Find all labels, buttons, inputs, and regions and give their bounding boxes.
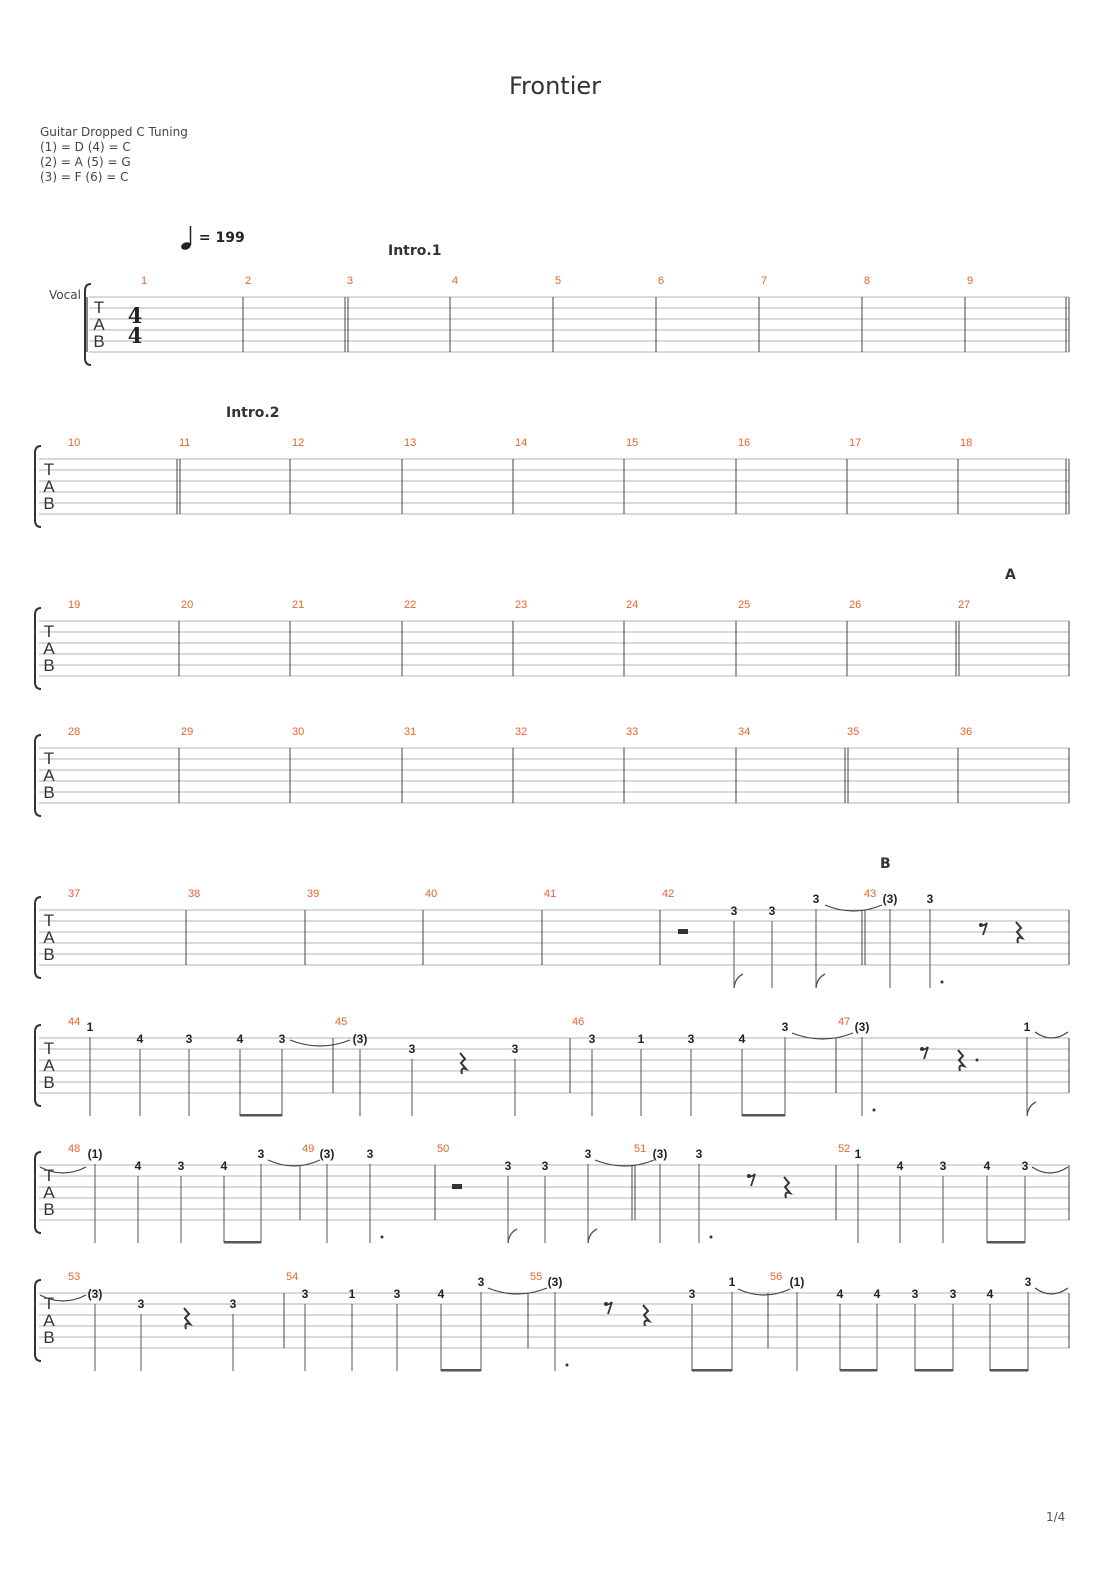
tab-letter-a: A <box>43 1183 55 1202</box>
dot <box>381 1236 384 1239</box>
measure-number: 30 <box>292 726 305 738</box>
measure-number: 12 <box>292 437 305 449</box>
tab-letter-t: T <box>43 1294 55 1313</box>
tab-letter-t: T <box>43 911 55 930</box>
fret-number: 4 <box>873 1287 881 1301</box>
note-beam <box>240 1114 282 1117</box>
fret-number: 4 <box>136 1032 144 1046</box>
fret-number: 4 <box>738 1032 746 1046</box>
measure-number: 11 <box>179 437 191 449</box>
tempo-value: = 199 <box>198 230 245 246</box>
measure-number: 14 <box>515 437 528 449</box>
measure-number: 22 <box>404 599 417 611</box>
tie <box>1035 1032 1068 1038</box>
section-label-intro-1: Intro.1 <box>388 243 442 259</box>
half-rest <box>678 929 688 934</box>
dot <box>976 1059 979 1062</box>
measure-number: 41 <box>544 888 557 900</box>
system-bracket <box>85 284 91 365</box>
tab-letter-a: A <box>43 928 55 947</box>
note-flag <box>588 1229 597 1243</box>
fret-number: 3 <box>695 1147 703 1161</box>
fret-number: (3) <box>319 1147 335 1161</box>
fret-number: 3 <box>366 1147 374 1161</box>
measure-number: 56 <box>770 1271 783 1283</box>
measure-number: 46 <box>572 1016 585 1028</box>
time-signature-top: 4 <box>127 303 143 328</box>
tab-letter-b: B <box>43 783 55 802</box>
measure-number: 27 <box>958 599 971 611</box>
dot <box>941 981 944 984</box>
fret-number: 3 <box>926 892 934 906</box>
fret-number: (3) <box>87 1287 103 1301</box>
score-title: Frontier <box>508 72 601 100</box>
fret-number: 3 <box>511 1042 519 1056</box>
fret-number: 4 <box>983 1159 991 1173</box>
measure-number: 25 <box>738 599 751 611</box>
tab-letter-a: A <box>43 477 55 496</box>
time-signature-bottom: 4 <box>127 323 143 348</box>
tab-letter-b: B <box>43 1200 55 1219</box>
measure-number: 15 <box>626 437 639 449</box>
measure-number: 38 <box>188 888 201 900</box>
note-flag <box>816 974 825 988</box>
eighth-rest-dot <box>747 1174 751 1178</box>
measure-number: 43 <box>864 888 877 900</box>
measure-number: 29 <box>181 726 194 738</box>
tuning-line: (2) = A (5) = G <box>40 155 131 169</box>
fret-number: 1 <box>86 1020 94 1034</box>
measure-number: 24 <box>626 599 639 611</box>
fret-number: 1 <box>637 1032 645 1046</box>
fret-number: 3 <box>688 1287 696 1301</box>
fret-number: 3 <box>768 904 776 918</box>
measure-number: 33 <box>626 726 639 738</box>
measure-number: 54 <box>286 1271 299 1283</box>
tab-letter-a: A <box>43 766 55 785</box>
measure-number: 17 <box>849 437 862 449</box>
fret-number: 4 <box>236 1032 244 1046</box>
fret-number: 3 <box>301 1287 309 1301</box>
measure-number: 3 <box>347 275 354 287</box>
fret-number: (3) <box>854 1020 870 1034</box>
fret-number: 4 <box>986 1287 994 1301</box>
note-beam <box>990 1369 1028 1372</box>
note-beam <box>692 1369 732 1372</box>
system-bracket <box>35 735 41 816</box>
tab-letter-a: A <box>43 639 55 658</box>
tab-letter-t: T <box>43 460 55 479</box>
note-beam <box>915 1369 953 1372</box>
measure-number: 49 <box>302 1143 315 1155</box>
eighth-rest-dot <box>604 1302 608 1306</box>
eighth-rest-dot <box>979 923 983 927</box>
fret-number: (3) <box>882 892 898 906</box>
tab-letter-b: B <box>43 945 55 964</box>
measure-number: 40 <box>425 888 438 900</box>
measure-number: 6 <box>658 275 665 287</box>
measure-number: 37 <box>68 888 81 900</box>
measure-number: 47 <box>838 1016 851 1028</box>
note-beam <box>987 1241 1025 1244</box>
tab-letter-t: T <box>93 298 105 317</box>
fret-number: 3 <box>1021 1159 1029 1173</box>
track-label: Vocal <box>49 288 81 302</box>
tuning-line: (1) = D (4) = C <box>40 140 131 154</box>
measure-number: 20 <box>181 599 194 611</box>
tab-letter-a: A <box>43 1311 55 1330</box>
quarter-rest <box>958 1050 964 1071</box>
measure-number: 52 <box>838 1143 851 1155</box>
fret-number: 3 <box>408 1042 416 1056</box>
tab-letter-b: B <box>43 1328 55 1347</box>
measure-number: 7 <box>761 275 768 287</box>
tab-letter-b: B <box>43 1073 55 1092</box>
quarter-rest <box>784 1177 790 1198</box>
measure-number: 51 <box>634 1143 647 1155</box>
measure-number: 16 <box>738 437 751 449</box>
quarter-rest <box>1016 922 1022 943</box>
fret-number: 4 <box>220 1159 228 1173</box>
section-label-b: B <box>880 856 891 872</box>
note-beam <box>742 1114 785 1117</box>
measure-number: 1 <box>141 275 148 287</box>
tab-letter-t: T <box>43 622 55 641</box>
fret-number: 3 <box>949 1287 957 1301</box>
tab-letter-a: A <box>43 1056 55 1075</box>
fret-number: 1 <box>1023 1020 1031 1034</box>
measure-number: 10 <box>68 437 81 449</box>
measure-number: 35 <box>847 726 860 738</box>
system-bracket <box>35 897 41 978</box>
fret-number: 1 <box>854 1147 862 1161</box>
fret-number: 3 <box>257 1147 265 1161</box>
eighth-rest-dot <box>920 1047 924 1051</box>
note-beam <box>441 1369 481 1372</box>
tab-letter-t: T <box>43 749 55 768</box>
measure-number: 42 <box>662 888 675 900</box>
note-flag <box>508 1229 517 1243</box>
tab-letter-t: T <box>43 1039 55 1058</box>
fret-number: 3 <box>584 1147 592 1161</box>
fret-number: 3 <box>541 1159 549 1173</box>
measure-number: 34 <box>738 726 751 738</box>
fret-number: (1) <box>87 1147 103 1161</box>
fret-number: 4 <box>836 1287 844 1301</box>
system-bracket <box>35 1152 41 1233</box>
measure-number: 36 <box>960 726 973 738</box>
fret-number: 4 <box>437 1287 445 1301</box>
tab-letter-b: B <box>93 332 105 351</box>
tie <box>738 1289 790 1295</box>
tab-letter-b: B <box>43 656 55 675</box>
fret-number: 1 <box>728 1275 736 1289</box>
measure-number: 48 <box>68 1143 81 1155</box>
fret-number: (3) <box>352 1032 368 1046</box>
fret-number: 3 <box>1024 1275 1032 1289</box>
system-bracket <box>35 1025 41 1106</box>
measure-number: 4 <box>452 275 459 287</box>
measure-number: 19 <box>68 599 81 611</box>
fret-number: 3 <box>177 1159 185 1173</box>
fret-number: 3 <box>687 1032 695 1046</box>
fret-number: 3 <box>278 1032 286 1046</box>
fret-number: 4 <box>896 1159 904 1173</box>
measure-number: 9 <box>967 275 974 287</box>
system-bracket <box>35 608 41 689</box>
fret-number: 3 <box>812 892 820 906</box>
tab-letter-t: T <box>43 1166 55 1185</box>
note-beam <box>224 1241 261 1244</box>
tab-letter-b: B <box>43 494 55 513</box>
fret-number: 3 <box>185 1032 193 1046</box>
fret-number: 3 <box>477 1275 485 1289</box>
measure-number: 45 <box>335 1016 348 1028</box>
fret-number: 3 <box>137 1297 145 1311</box>
measure-number: 2 <box>245 275 252 287</box>
measure-number: 31 <box>404 726 417 738</box>
note-flag <box>1027 1102 1036 1116</box>
section-label-a: A <box>1005 567 1016 583</box>
measure-number: 55 <box>530 1271 543 1283</box>
measure-number: 18 <box>960 437 973 449</box>
measure-number: 44 <box>68 1016 81 1028</box>
tab-letter-a: A <box>93 315 105 334</box>
fret-number: 3 <box>229 1297 237 1311</box>
tie <box>290 1040 350 1046</box>
measure-number: 39 <box>307 888 320 900</box>
tuning-line: (3) = F (6) = C <box>40 170 129 184</box>
system-bracket <box>35 446 41 527</box>
fret-number: (3) <box>652 1147 668 1161</box>
measure-number: 5 <box>555 275 562 287</box>
measure-number: 28 <box>68 726 81 738</box>
dot <box>873 1109 876 1112</box>
fret-number: 3 <box>939 1159 947 1173</box>
measure-number: 50 <box>437 1143 450 1155</box>
measure-number: 21 <box>292 599 305 611</box>
measure-number: 8 <box>864 275 871 287</box>
fret-number: 3 <box>504 1159 512 1173</box>
fret-number: 3 <box>781 1020 789 1034</box>
quarter-rest <box>643 1305 649 1326</box>
fret-number: 4 <box>134 1159 142 1173</box>
measure-number: 32 <box>515 726 528 738</box>
measure-number: 23 <box>515 599 528 611</box>
fret-number: 1 <box>348 1287 356 1301</box>
section-label-intro-2: Intro.2 <box>226 405 280 421</box>
tie <box>1032 1167 1068 1173</box>
note-flag <box>734 974 743 988</box>
page-number: 1/4 <box>1046 1510 1066 1524</box>
fret-number: 3 <box>588 1032 596 1046</box>
fret-number: 3 <box>730 904 738 918</box>
dot <box>566 1364 569 1367</box>
note-beam <box>840 1369 877 1372</box>
fret-number: (3) <box>547 1275 563 1289</box>
tuning-heading: Guitar Dropped C Tuning <box>40 125 188 139</box>
half-rest <box>452 1184 462 1189</box>
dot <box>710 1236 713 1239</box>
measure-number: 53 <box>68 1271 81 1283</box>
fret-number: (1) <box>789 1275 805 1289</box>
measure-number: 26 <box>849 599 862 611</box>
system-bracket <box>35 1280 41 1361</box>
fret-number: 3 <box>393 1287 401 1301</box>
fret-number: 3 <box>911 1287 919 1301</box>
measure-number: 13 <box>404 437 417 449</box>
